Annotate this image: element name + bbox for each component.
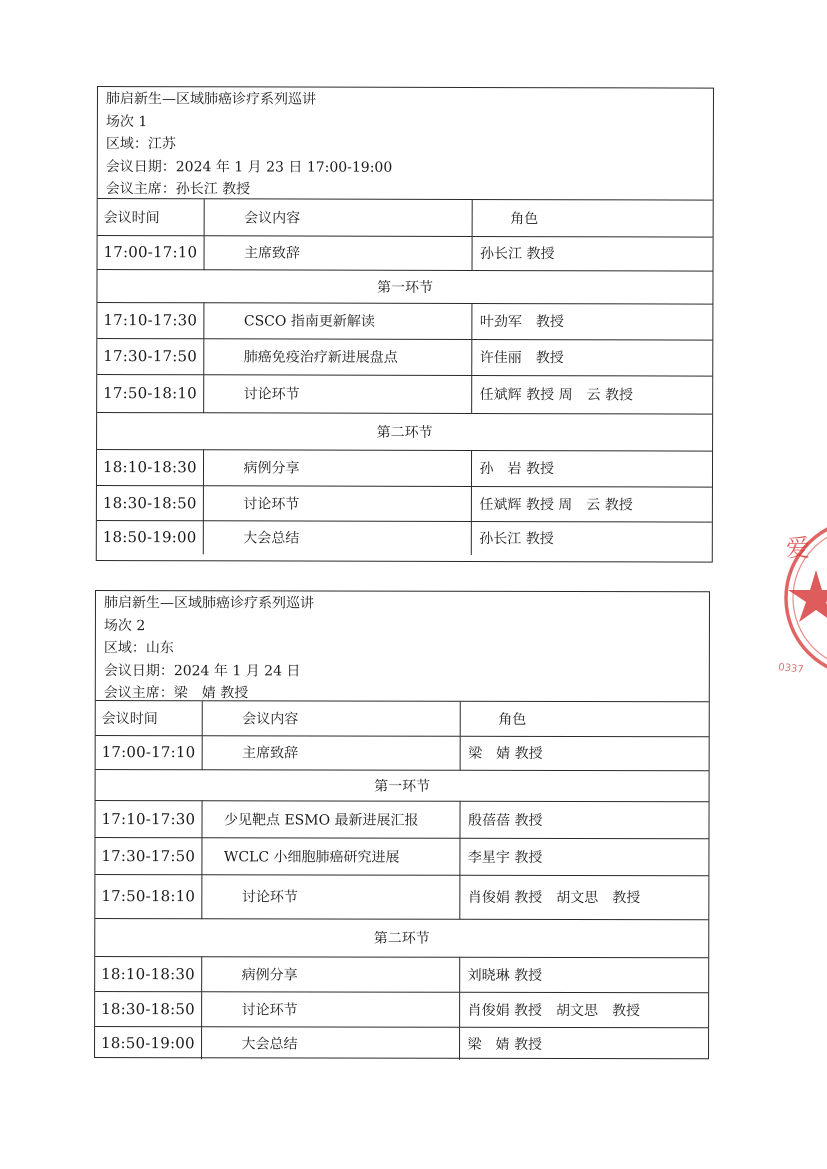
meeting-date: 会议日期：2024 年 1 月 24 日 xyxy=(103,662,301,679)
content-cell: 肺癌免疫治疗新进展盘点 xyxy=(203,338,471,375)
role-cell: 梁 婧 教授 xyxy=(460,736,709,771)
content-cell: 讨论环节 xyxy=(203,374,471,413)
table-row xyxy=(97,520,712,556)
official-seal-stamp xyxy=(772,508,827,688)
role-cell: 许佳丽 教授 xyxy=(471,339,712,376)
time-cell: 18:10-18:30 xyxy=(95,956,201,991)
seal-star-icon xyxy=(788,570,827,622)
schedule-header xyxy=(98,87,713,201)
time-cell: 17:30-17:50 xyxy=(97,338,203,374)
content-cell: 大会总结 xyxy=(203,520,471,555)
table-row xyxy=(95,1026,708,1060)
role-header: 角色 xyxy=(460,702,709,737)
session-number: 场次 1 xyxy=(105,113,148,130)
table-row xyxy=(95,991,708,1027)
time-cell: 17:10-17:30 xyxy=(97,302,203,338)
time-header: 会议时间 xyxy=(98,199,204,235)
role-cell: 叶劲军 教授 xyxy=(471,303,712,340)
section-title: 第一环节 xyxy=(96,769,709,801)
content-cell: 少见靶点 ESMO 最新进展汇报 xyxy=(201,800,459,838)
section-title: 第二环节 xyxy=(97,412,712,451)
table-header-row xyxy=(96,701,709,736)
table-row xyxy=(97,374,712,414)
role-cell: 孙长江 教授 xyxy=(472,236,713,271)
time-header: 会议时间 xyxy=(96,701,202,735)
time-cell: 18:10-18:30 xyxy=(97,449,203,485)
role-cell: 孙 岩 教授 xyxy=(471,450,712,487)
content-cell: 主席致辞 xyxy=(202,735,460,770)
role-header: 角色 xyxy=(472,200,713,237)
table-row xyxy=(95,874,708,919)
content-header: 会议内容 xyxy=(204,199,472,236)
table-header-row xyxy=(98,199,713,237)
seal-character: 爱 xyxy=(786,534,810,562)
time-cell: 17:10-17:30 xyxy=(95,800,201,837)
schedule-title: 肺启新生—区域肺癌诊疗系列巡讲 xyxy=(103,595,314,612)
schedule-1 xyxy=(96,86,714,563)
table-row xyxy=(97,449,712,487)
region: 区域：山东 xyxy=(103,640,174,657)
seal-digits: 0337 xyxy=(777,662,805,676)
role-cell: 李星宇 教授 xyxy=(459,838,708,876)
time-cell: 18:50-19:00 xyxy=(95,1026,201,1059)
section-title: 第一环节 xyxy=(97,269,712,304)
time-cell: 17:50-18:10 xyxy=(95,874,201,918)
session-number: 场次 2 xyxy=(103,617,146,634)
role-cell: 任斌辉 教授 周 云 教授 xyxy=(471,375,712,414)
section-row xyxy=(96,769,709,801)
meeting-chair: 会议主席：孙长江 教授 xyxy=(105,181,251,198)
content-cell: 病例分享 xyxy=(201,956,459,992)
schedule-2 xyxy=(94,590,710,1059)
time-cell: 17:00-17:10 xyxy=(98,235,204,269)
role-cell: 殷蓓蓓 教授 xyxy=(459,801,708,839)
section-row xyxy=(95,918,708,957)
role-cell: 肖俊娟 教授 胡文思 教授 xyxy=(459,992,708,1028)
role-cell: 肖俊娟 教授 胡文思 教授 xyxy=(459,875,708,920)
role-cell: 刘晓琳 教授 xyxy=(459,957,708,993)
content-cell: 讨论环节 xyxy=(201,991,459,1027)
table-row xyxy=(96,735,709,770)
meeting-chair: 会议主席：梁 婧 教授 xyxy=(103,685,249,702)
role-cell: 任斌辉 教授 周 云 教授 xyxy=(471,486,712,522)
content-cell: 讨论环节 xyxy=(203,485,471,521)
role-cell: 梁 婧 教授 xyxy=(459,1027,708,1061)
time-cell: 17:30-17:50 xyxy=(95,837,201,874)
table-row xyxy=(97,338,712,376)
table-row xyxy=(97,302,712,340)
role-cell: 孙长江 教授 xyxy=(471,521,712,556)
time-cell: 17:00-17:10 xyxy=(96,735,202,769)
content-header: 会议内容 xyxy=(202,701,460,736)
content-cell: 大会总结 xyxy=(201,1026,459,1060)
time-cell: 18:30-18:50 xyxy=(97,485,203,520)
agenda-table xyxy=(97,199,713,556)
section-row xyxy=(97,269,712,304)
table-row xyxy=(95,956,708,992)
time-cell: 18:50-19:00 xyxy=(97,520,203,554)
meeting-date: 会议日期：2024 年 1 月 23 日 17:00-19:00 xyxy=(105,158,393,176)
content-cell: CSCO 指南更新解读 xyxy=(203,302,471,339)
section-row xyxy=(97,412,712,451)
content-cell: 讨论环节 xyxy=(201,874,459,919)
schedule-title: 肺启新生—区域肺癌诊疗系列巡讲 xyxy=(105,91,316,108)
agenda-table xyxy=(95,701,709,1060)
table-row xyxy=(98,235,713,271)
table-row xyxy=(95,800,708,838)
table-row xyxy=(95,837,708,875)
section-title: 第二环节 xyxy=(95,918,708,957)
region: 区域：江苏 xyxy=(105,136,176,153)
time-cell: 18:30-18:50 xyxy=(95,991,201,1026)
content-cell: WCLC 小细胞肺癌研究进展 xyxy=(201,837,459,875)
table-row xyxy=(97,485,712,522)
schedule-header xyxy=(96,591,709,702)
content-cell: 主席致辞 xyxy=(204,235,472,270)
time-cell: 17:50-18:10 xyxy=(97,374,203,412)
content-cell: 病例分享 xyxy=(203,449,471,486)
